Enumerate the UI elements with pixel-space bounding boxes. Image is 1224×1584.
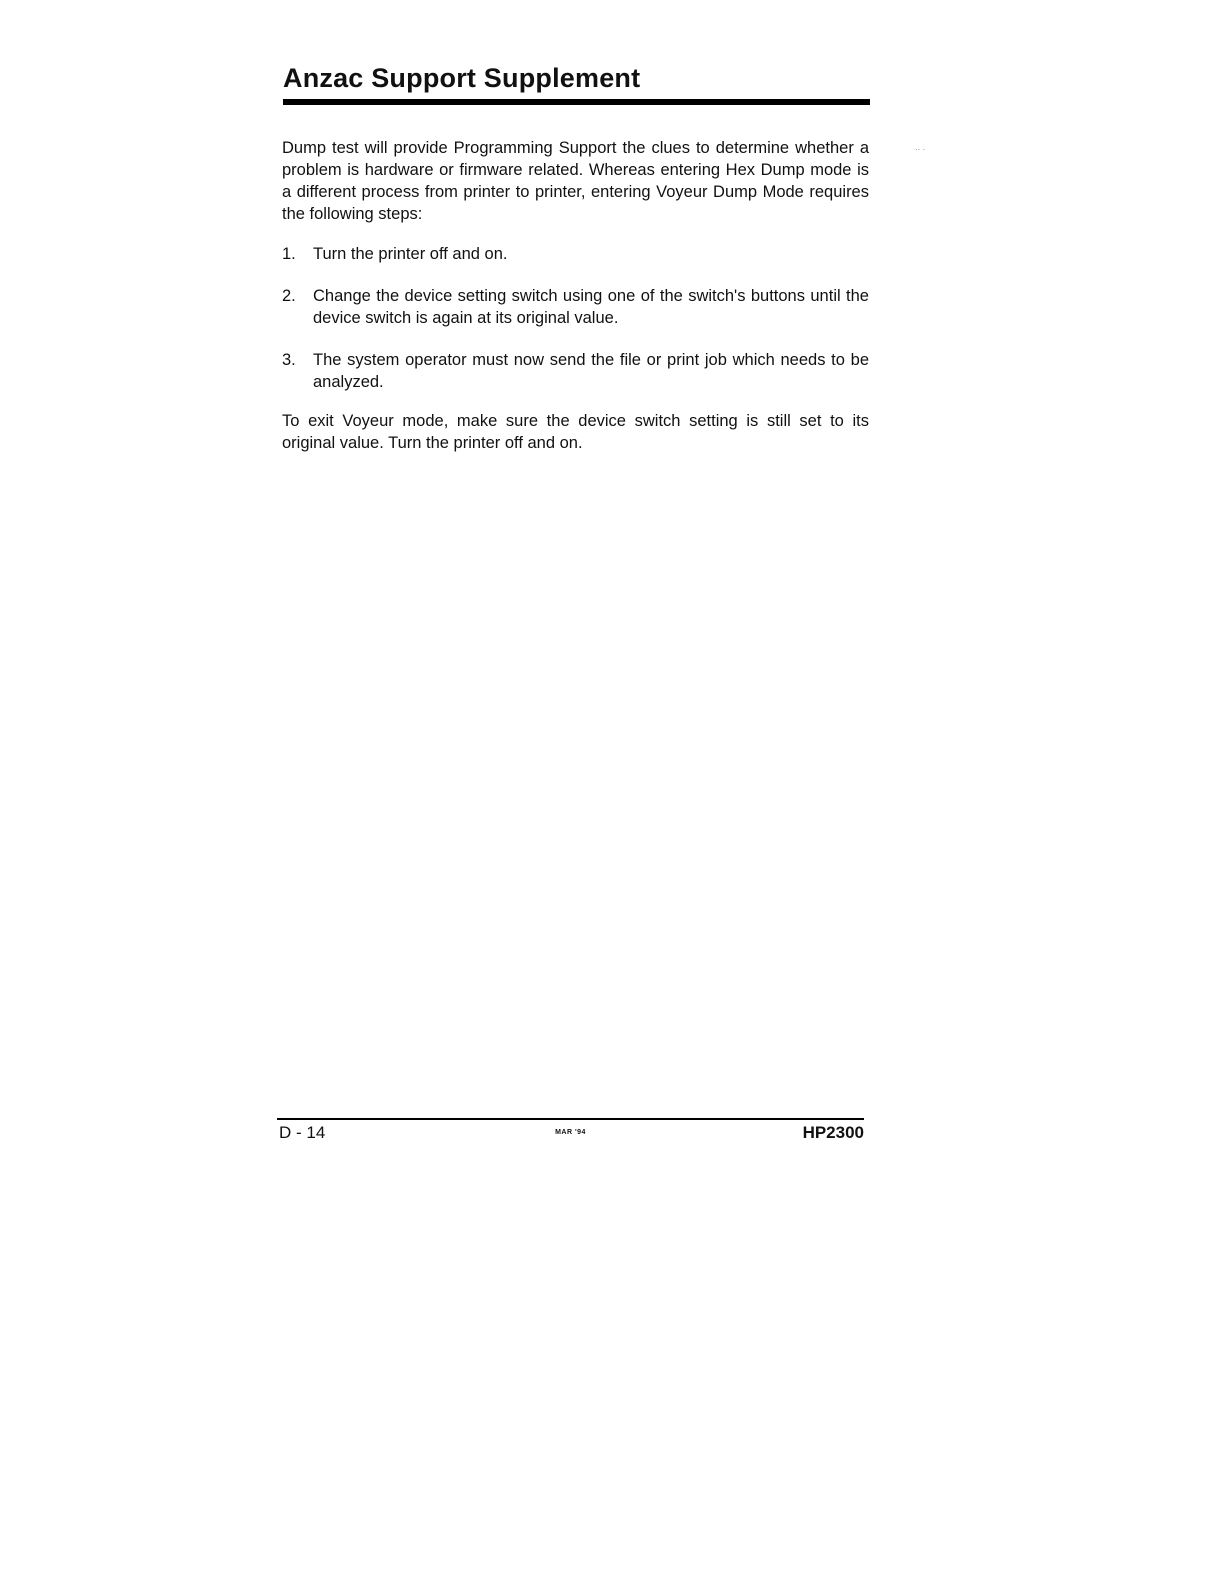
title-rule [283,99,870,105]
intro-paragraph: Dump test will provide Programming Support the clues to determine whether a problem is hardware or firmware related. Whereas entering Hex Dump mode is a different process from printer to printer, entering Voyeur Dump Mode requires the following steps: [282,139,869,223]
list-item [282,349,869,393]
exit-note-paragraph: To exit Voyeur mode, make sure the device switch setting is still set to its original value. Turn the printer off and on. [282,412,869,452]
step-number: 2. [282,287,296,305]
page-header [283,58,870,105]
list-item [282,285,869,329]
step-text: Turn the printer off and on. [313,245,508,263]
step-number: 1. [282,245,296,263]
page-title: Anzac Support Supplement [283,63,641,93]
main-content [282,137,869,454]
footer-rule [277,1118,864,1120]
page-footer [277,1122,864,1144]
list-item [282,243,869,265]
steps-list [282,243,869,393]
step-text: Change the device setting switch using one of the switch's buttons until the device switch is again at its original value. [313,287,869,327]
step-number: 3. [282,351,296,369]
footer-date: MAR '94 [555,1129,586,1136]
scan-speck: ·· · [915,145,926,154]
footer-page-number: D - 14 [279,1123,326,1142]
step-text: The system operator must now send the file or print job which needs to be analyzed. [313,351,869,391]
footer-model: HP2300 [802,1123,864,1142]
